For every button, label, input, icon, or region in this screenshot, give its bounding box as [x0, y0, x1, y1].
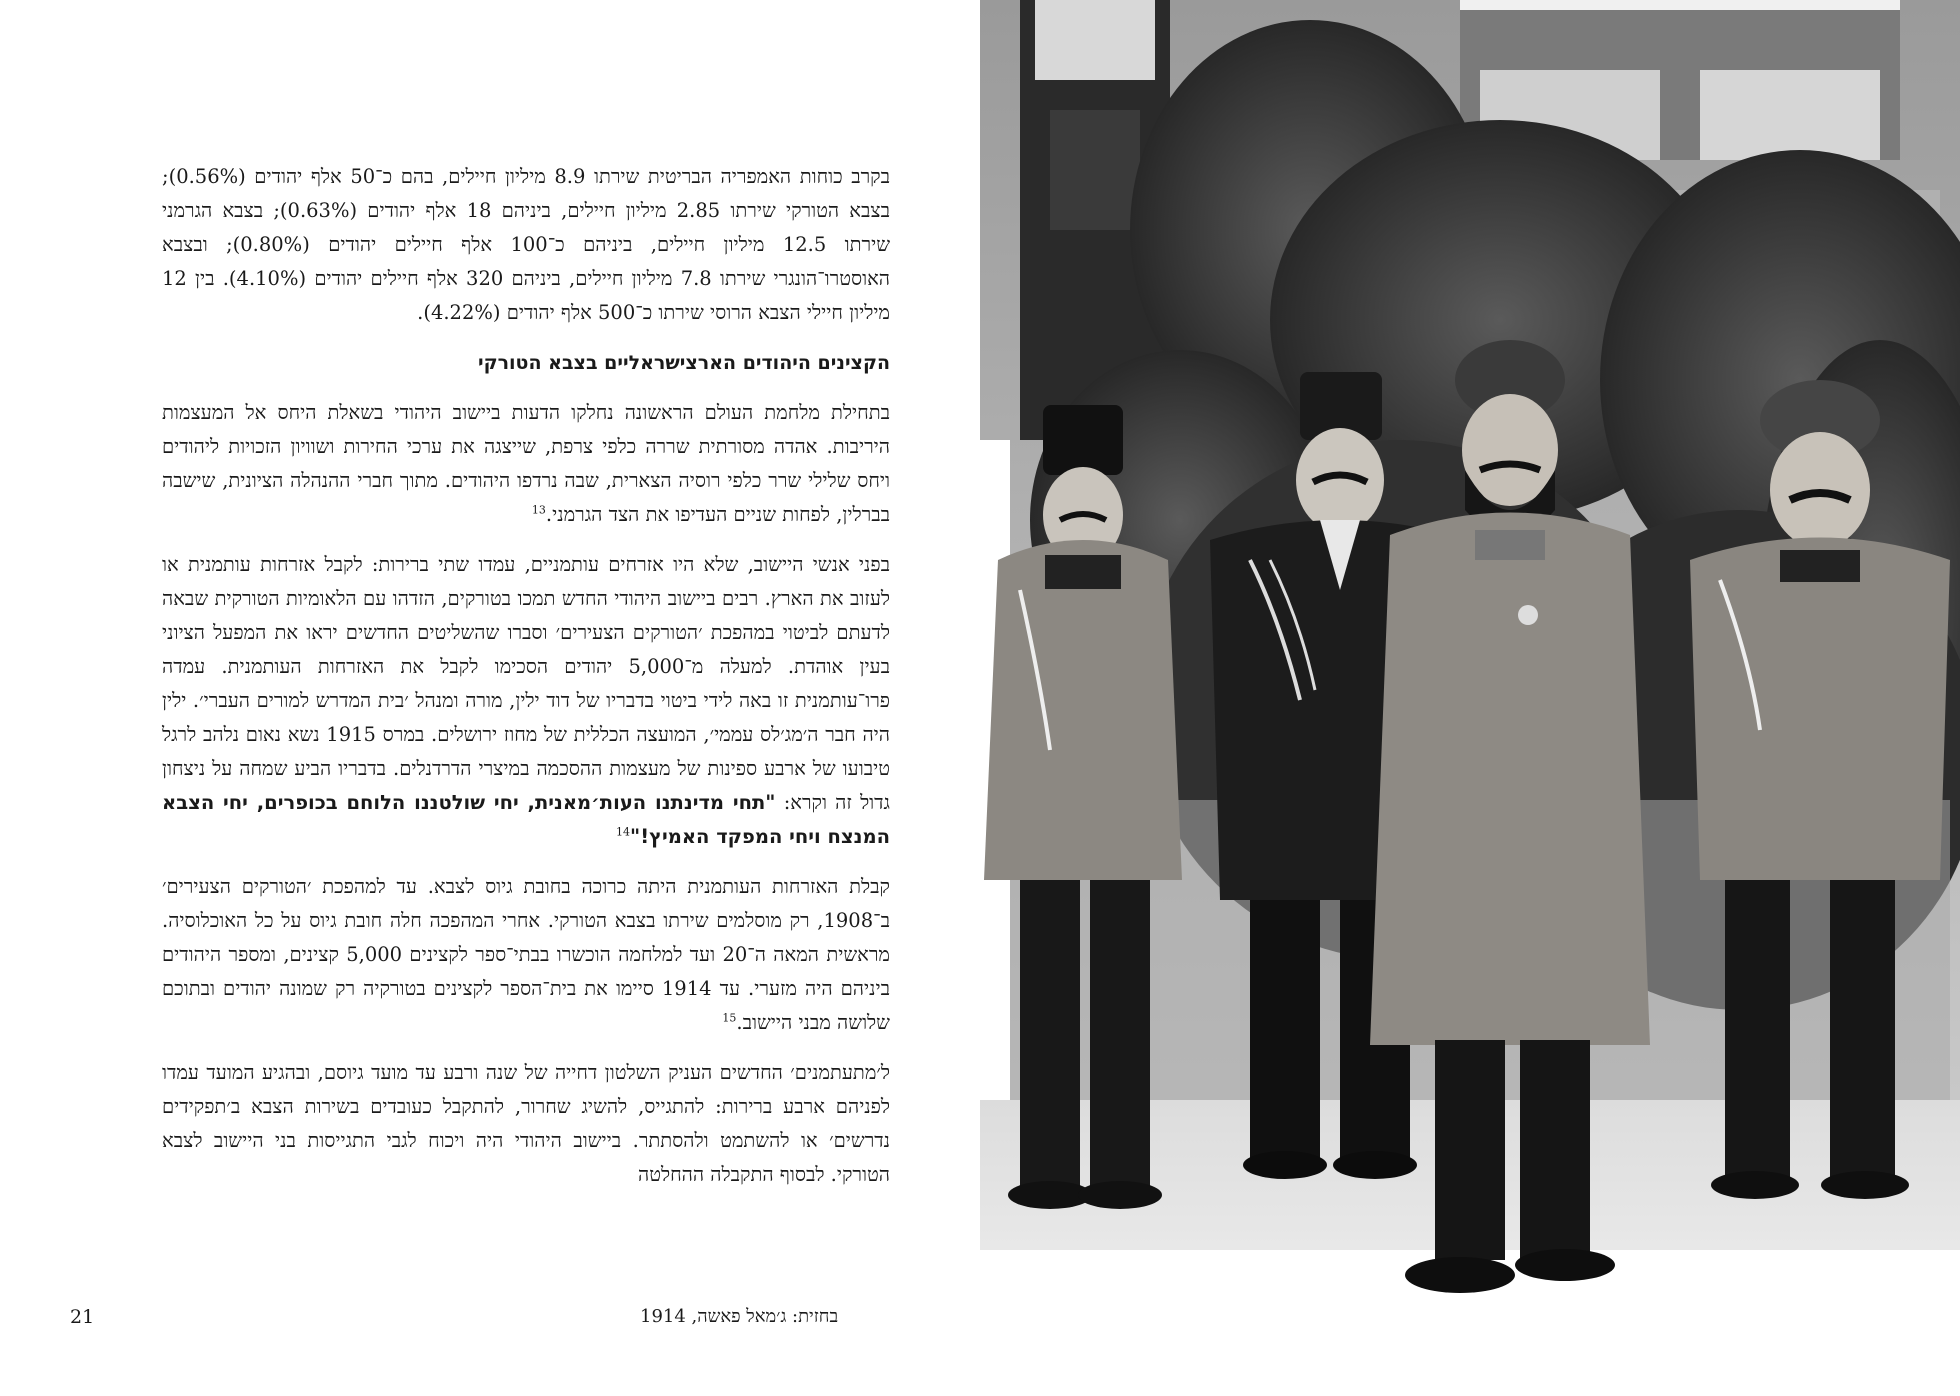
body-text [162, 160, 890, 1192]
page-number: 21 [70, 1306, 95, 1328]
footnote-13[interactable]: 13 [531, 503, 546, 517]
group-portrait-photo [980, 0, 1960, 1396]
paragraph-3-text: בפני אנשי היישוב, שלא היו אזרחים עותמניים, עמדו שתי ברירות: לקבל אזרחות עותמנית או לעזוב את הארץ. רבים ביישוב היהודי החדש תמכו בטורקים, הזדהו עם הלאומיות הטורקית שבאה לדעתם לביטוי במהפכת ׳הטורקים הצעירים׳ וסברו שהשליטים החדשים יראו את המפעל הציוני בעין אוהדת. למעלה מ־5,000 יהודים הסכימו לקבל את האזרחות העותמנית. עמדה פרו־עותמנית זו באה לידי ביטוי בדבריו של דוד ילין, מורה ומנהל ׳בית המדרש למורים העברי׳. ילין היה חבר ה׳מג׳לס עממי׳, המועצה הכללית של מחוז ירושלים. במרס 1915 נשא נאום נלהב לרגל טיבועו של ארבע ספינות של מעצמות ההסכמה במיצרי הדרדנלים. בדבריו הביע שמחה על ניצחון גדול זה וקרא: [162, 553, 890, 814]
paragraph-2 [162, 396, 890, 532]
footnote-15[interactable]: 15 [722, 1011, 737, 1025]
paragraph-5: ל׳מתעתמנים׳ החדשים העניק השלטון דחייה של שנה ורבע עד מועד גיוסם, ובהגיע המועד עמדו לפניהם ארבע ברירות: להתגייס, להשיג שחרור, להתקבל כעובדים בשירות הצבא ב׳תפקידים נדרשים׳ או להשתמט ולהסתתר. ביישוב היהודי היה ויכוח לגבי התגייסות בני היישוב לצבא הטורקי. לבסוף התקבלה ההחלטה [162, 1061, 890, 1186]
paragraph-3 [162, 548, 890, 854]
paragraph-4-text: קבלת האזרחות העותמנית היתה כרוכה בחובת גיוס לצבא. עד למהפכת ׳הטורקים הצעירים׳ ב־1908, רק מוסלמים שירתו בצבא הטורקי. אחרי המהפכה חלה חובת גיוס על כל האוכלוסיה. מראשית המאה ה־20 ועד למלחמה הוכשרו בבתי־ספר לקצינים 5,000 קצינים, ומספר היהודים ביניהם היה מזערי. עד 1914 סיימו את בית־הספר לקצינים בטורקיה רק שמונה יהודים ובתוכם שלושה מבני היישוב. [162, 875, 890, 1034]
paragraph-4 [162, 870, 890, 1040]
footnote-14[interactable]: 14 [616, 825, 631, 839]
section-heading: הקצינים היהודים הארצישראליים בצבא הטורקי [478, 352, 890, 374]
paragraph-2-text: בתחילת מלחמת העולם הראשונה נחלקו הדעות ביישוב היהודי בשאלת היחס אל המעצמות היריבות. אהדה מסורתית שררה כלפי צרפת, שייצגה את ערכי החירות ושוויון הזכויות ליהודים ויחס שלילי שרר כלפי רוסיה הצארית, שבה נרדפו היהודים. מתוך חברי ההנהלה הציונית, שישבה בברלין, לפחות שניים העדיפו את הצד הגרמני. [162, 401, 890, 526]
paragraph-1: בקרב כוחות האמפריה הבריטית שירתו 8.9 מיליון חיילים, בהם כ־50 אלף יהודים (0.56%); בצבא הטורקי שירתו 2.85 מיליון חיילים, ביניהם 18 אלף יהודים (0.63%); בצבא הגרמני שירתו 12.5 מיליון חיילים, ביניהם כ־100 אלף חיילים יהודים (0.80%); ובצבא האוסטרו־הונגרי שירתו 7.8 מיליון חיילים, ביניהם 320 אלף חיילים יהודים (4.10%). בין 12 מיליון חיילי הצבא הרוסי שירתו כ־500 אלף יהודים (4.22%). [162, 165, 891, 324]
paragraph-3-quote: "תחי מדינתנו העות׳מאנית, יחי שולטננו הלוחם בכופרים, יחי הצבא המנצח ויחי המפקד האמיץ!" [162, 791, 890, 848]
photo-caption: בחזית: ג׳מאל פאשה, 1914 [640, 1306, 839, 1327]
photo-illustration [980, 0, 1960, 1396]
